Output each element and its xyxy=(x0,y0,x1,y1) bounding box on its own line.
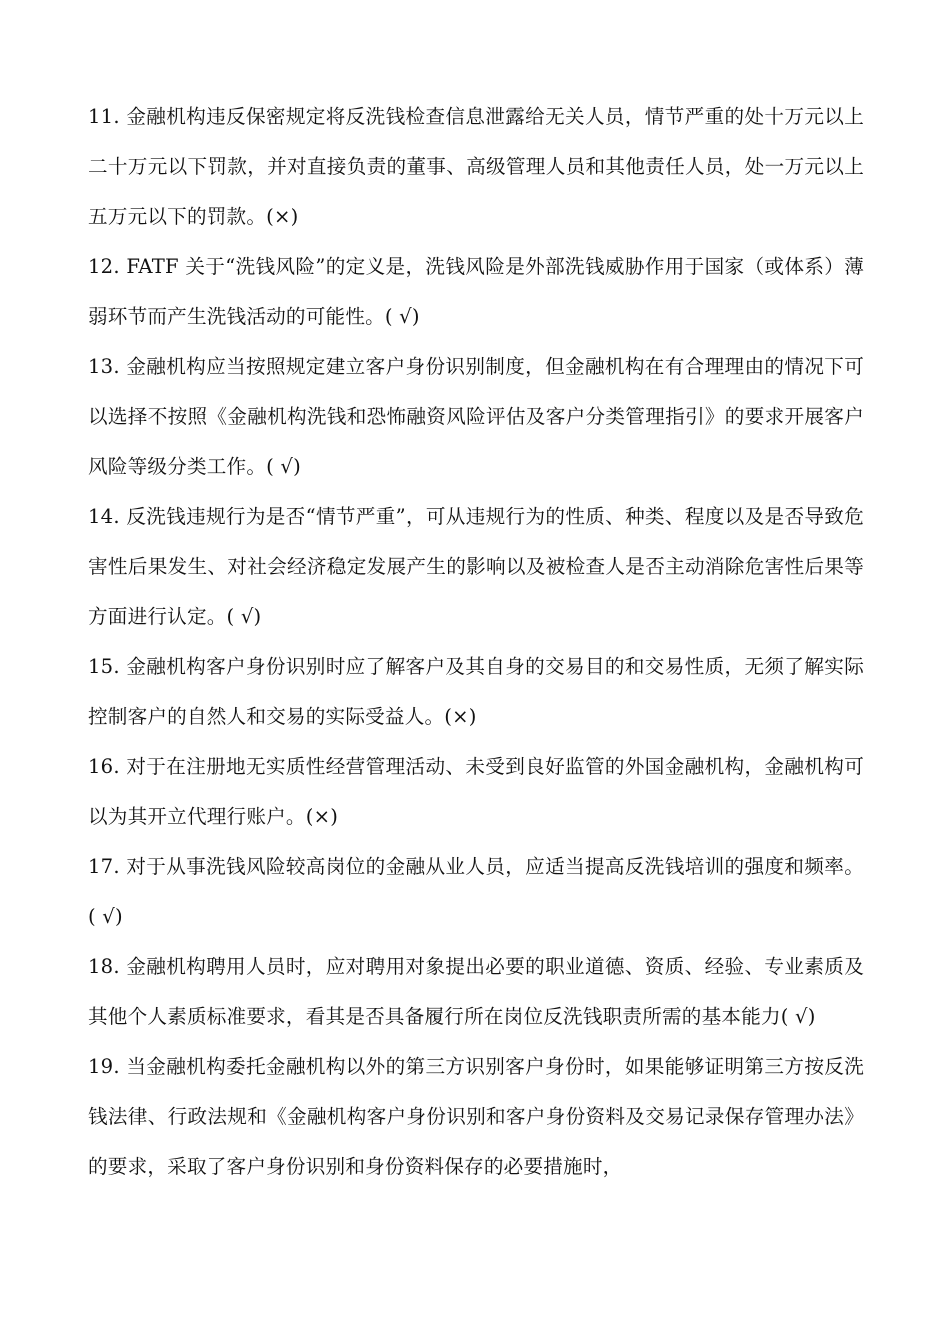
document-body xyxy=(88,92,864,1192)
question-12: 12. FATF 关于“洗钱风险”的定义是，洗钱风险是外部洗钱威胁作用于国家（或体系）薄弱环节而产生洗钱活动的可能性。( √) xyxy=(88,255,864,328)
question-18: 18. 金融机构聘用人员时，应对聘用对象提出必要的职业道德、资质、经验、专业素质及其他个人素质标准要求，看其是否具备履行所在岗位反洗钱职责所需的基本能力( √) xyxy=(88,955,864,1028)
question-16: 16. 对于在注册地无实质性经营管理活动、未受到良好监管的外国金融机构，金融机构可以为其开立代理行账户。(×) xyxy=(88,755,864,828)
question-14: 14. 反洗钱违规行为是否“情节严重”，可从违规行为的性质、种类、程度以及是否导致危害性后果发生、对社会经济稳定发展产生的影响以及被检查人是否主动消除危害性后果等方面进行认定。( √) xyxy=(88,505,864,628)
question-15: 15. 金融机构客户身份识别时应了解客户及其自身的交易目的和交易性质，无须了解实际控制客户的自然人和交易的实际受益人。(×) xyxy=(88,655,864,728)
question-11: 11. 金融机构违反保密规定将反洗钱检查信息泄露给无关人员，情节严重的处十万元以上二十万元以下罚款，并对直接负责的董事、高级管理人员和其他责任人员，处一万元以上五万元以下的罚款。(×) xyxy=(88,105,864,228)
question-19: 19. 当金融机构委托金融机构以外的第三方识别客户身份时，如果能够证明第三方按反洗钱法律、行政法规和《金融机构客户身份识别和客户身份资料及交易记录保存管理办法》的要求，采取了客户身份识别和身份资料保存的必要措施时， xyxy=(88,1055,864,1178)
question-13: 13. 金融机构应当按照规定建立客户身份识别制度，但金融机构在有合理理由的情况下可以选择不按照《金融机构洗钱和恐怖融资风险评估及客户分类管理指引》的要求开展客户风险等级分类工作。( √) xyxy=(88,355,864,478)
question-17: 17. 对于从事洗钱风险较高岗位的金融从业人员，应适当提高反洗钱培训的强度和频率。( √) xyxy=(88,855,864,928)
